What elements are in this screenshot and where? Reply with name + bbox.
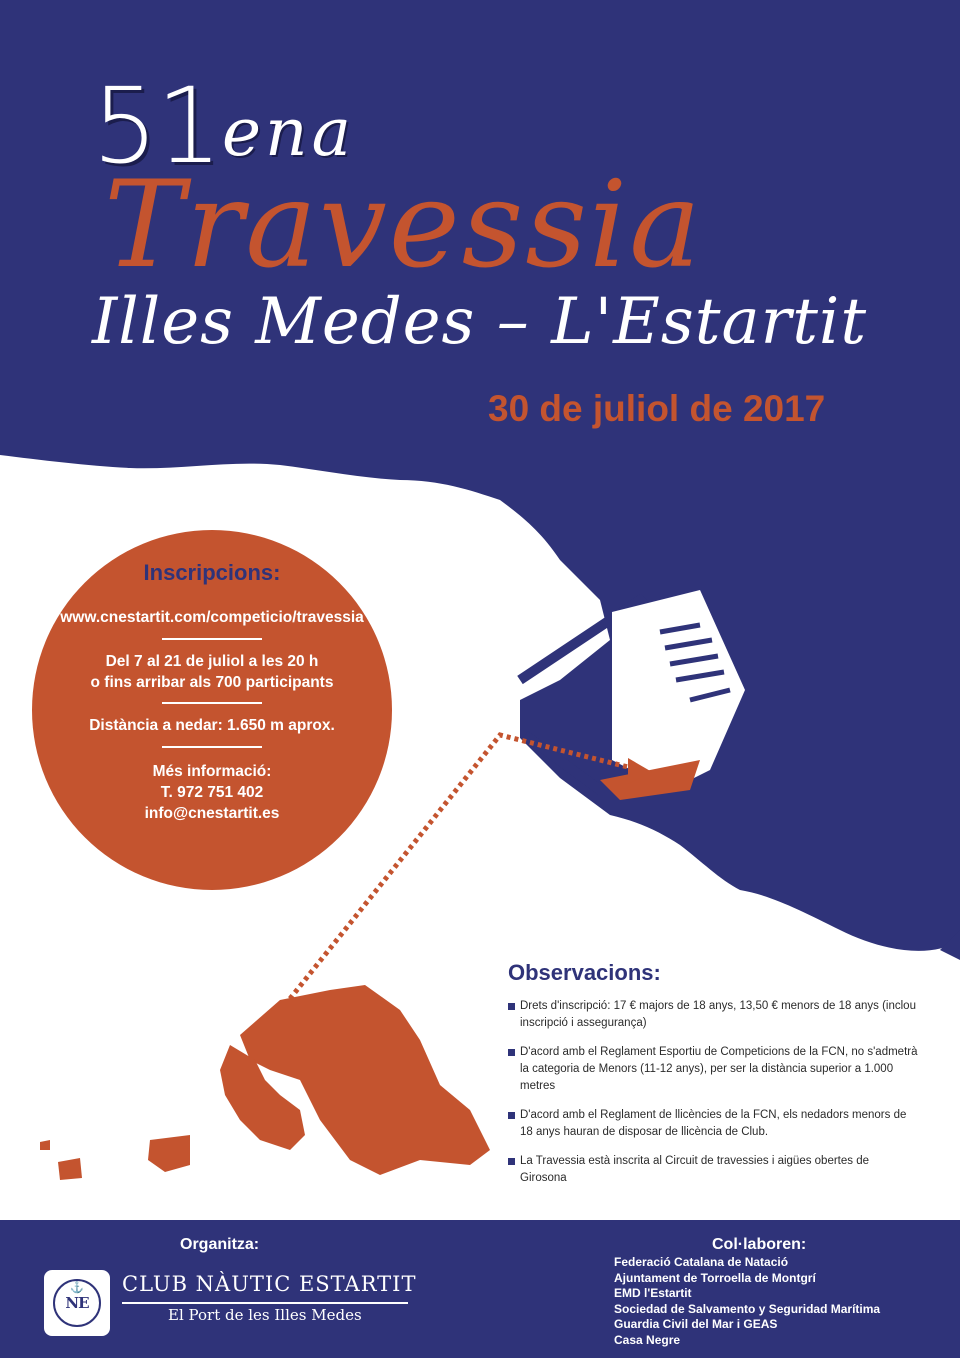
edition-suffix: ena [222,94,355,171]
medes-islet-c [40,1140,50,1150]
collaborator-item: EMD l'Estartit [614,1286,692,1300]
club-name-divider [122,1302,408,1304]
square-bullet-icon [508,1158,515,1165]
observations-section [508,960,918,1199]
collaborator-item: Guardia Civil del Mar i GEAS [614,1317,778,1331]
club-name: CLUB NÀUTIC ESTARTIT [122,1272,417,1296]
footer-band [0,1220,960,1358]
collaborators-label: Col·laboren: [712,1236,807,1253]
club-subtitle: El Port de les Illes Medes [168,1306,362,1324]
event-subtitle: Illes Medes – L'Estartit [92,285,868,359]
square-bullet-icon [508,1049,515,1056]
event-date: 30 de juliol de 2017 [488,388,826,429]
collaborator-item: Ajuntament de Torroella de Montgrí [614,1270,816,1285]
event-title: Travessia [104,156,703,295]
contact-phone[interactable]: T. 972 751 402 [160,784,264,801]
contact-email[interactable]: info@cnestartit.es [144,805,280,822]
circle-divider-1 [162,638,262,640]
inscriptions-url[interactable]: www.cnestartit.com/competicio/travessia [60,609,364,626]
square-bullet-icon [508,1112,515,1119]
anchor-icon: ⚓ [70,1282,84,1294]
info-heading: Més informació: [152,763,272,780]
observation-item: La Travessia està inscrita al Circuit de travessies i aigües obertes de Girosona [508,1153,918,1187]
medes-islet-b [58,1158,82,1180]
collaborator-item: Casa Negre [614,1332,681,1347]
observations-heading: Observacions: [508,960,661,985]
square-bullet-icon [508,1003,515,1010]
swim-distance: Distància a nedar: 1.650 m aprox. [89,717,335,734]
logo-letters: NE [65,1294,89,1312]
observation-item: D'acord amb el Reglament Esportiu de Competicions de la FCN, no s'admetrà la categoria de Menors (11-12 anys), per ser la distància superior a 1.000 metres [508,1044,918,1095]
medes-islet-a [148,1135,190,1172]
edition-number: 51 [92,65,221,187]
inscription-period-line1: Del 7 al 21 de juliol a les 20 h [105,653,319,670]
inscriptions-heading: Inscripcions: [143,560,281,585]
club-logo [44,1270,110,1336]
medes-islands-main [240,985,490,1175]
circle-divider-3 [162,746,262,748]
observation-item: Drets d'inscripció: 17 € majors de 18 anys, 13,50 € menors de 18 anys (inclou inscripció i assegurança) [508,998,918,1032]
circle-divider-2 [162,702,262,704]
organizer-label: Organitza: [180,1236,260,1253]
collaborator-item: Sociedad de Salvamento y Seguridad Marítima [614,1301,881,1316]
inscription-period-line2: o fins arribar als 700 participants [90,674,334,691]
inscriptions-circle [32,530,392,890]
observation-item: D'acord amb el Reglament de llicències de la FCN, els nedadors menors de 18 anys hauran de disposar de llicència de Club. [508,1107,918,1141]
collaborator-item: Federació Catalana de Natació [614,1255,789,1269]
collaborators-list [614,1255,880,1348]
